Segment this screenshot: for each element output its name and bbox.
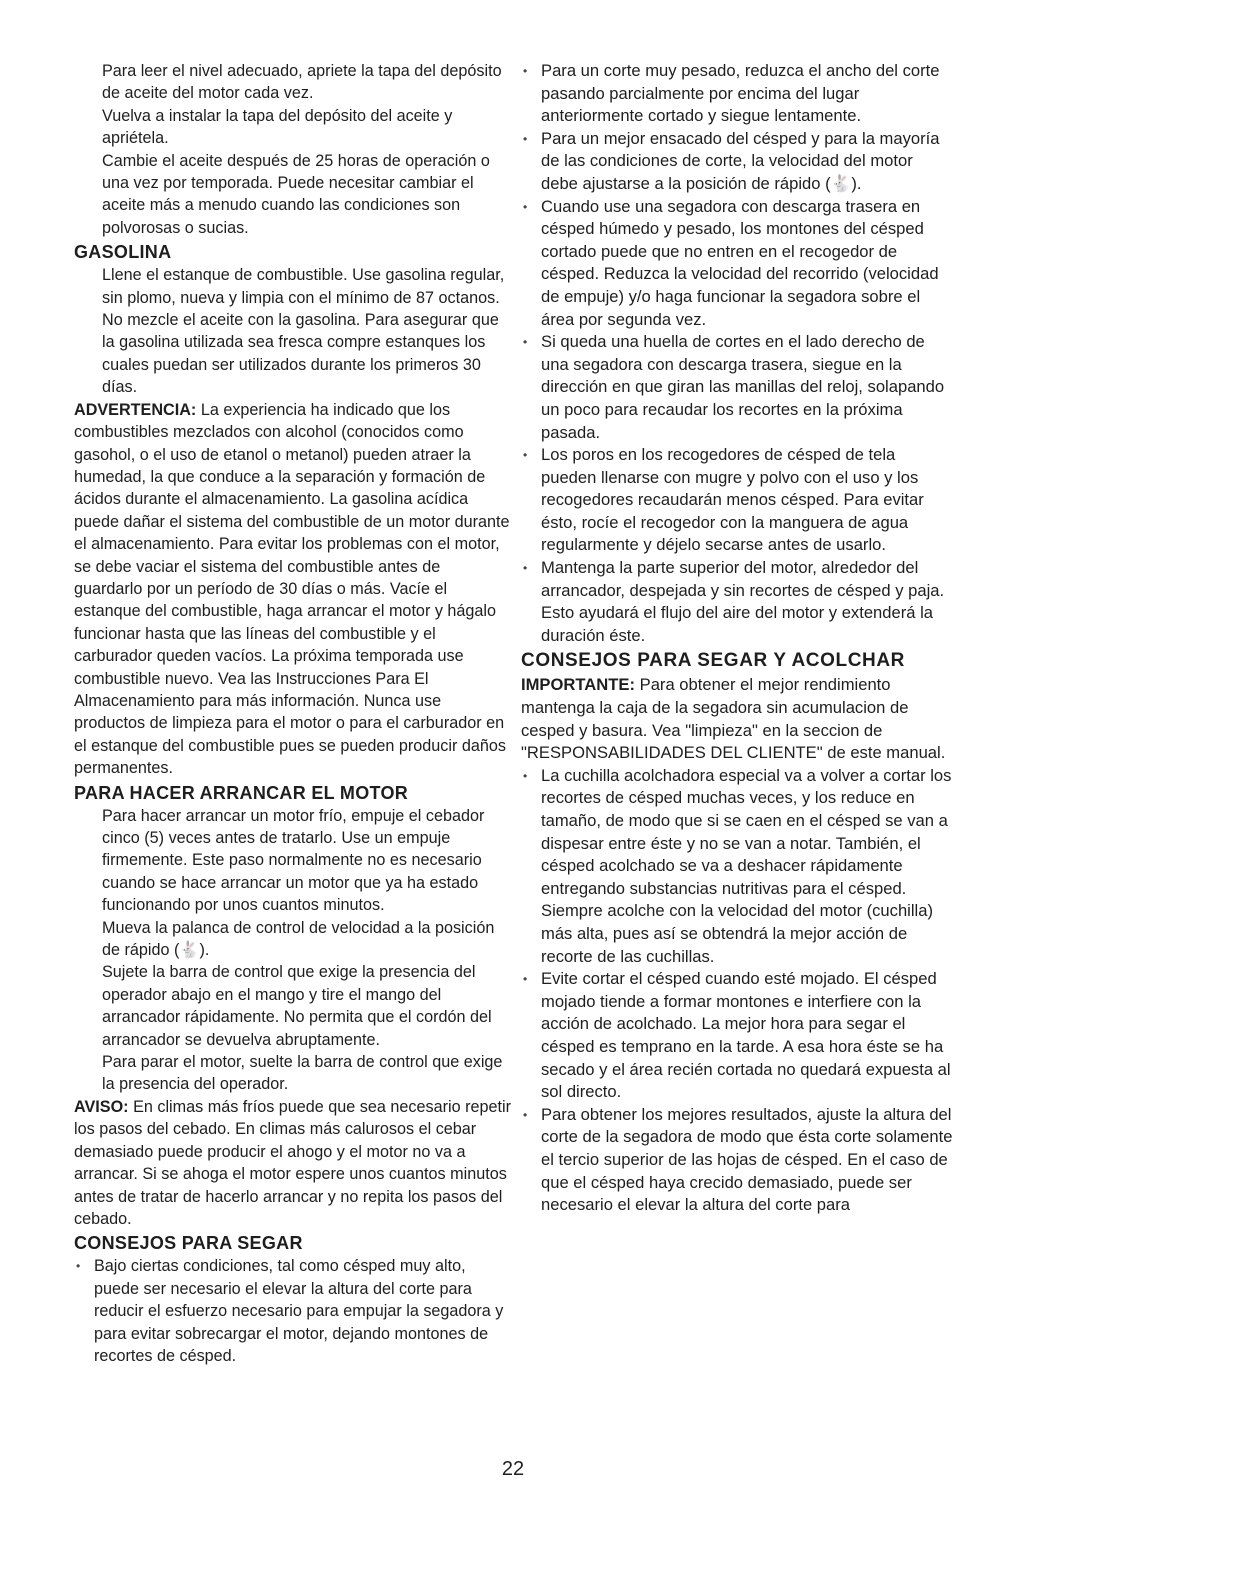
list-item: • Mantenga la parte superior del motor, alrededor del arrancador, despejada y sin recortes de césped y paja. Esto ayudará el flujo del aire del motor y extenderá la duración éste. bbox=[521, 557, 953, 647]
list-item: • La cuchilla acolchadora especial va a volver a cortar los recortes de césped muchas veces, y los reduce en tamaño, de modo que si se caen en el césped se van a dispesar entre éste y no se van a notar. También, el césped acolchado se va a deshacer rápidamente entregando substancias nutritivas para el césped. Siempre acolche con la velocidad del motor (cuchilla) más alta, pues así se obtendrá la mejor acción de recorte de las cuchillas. bbox=[521, 765, 953, 968]
arrancar-paragraph: Mueva la palanca de control de velocidad a la posición de rápido (🐇). bbox=[102, 918, 495, 960]
left-column bbox=[74, 60, 512, 1367]
list-item: • Para un mejor ensacado del césped y para la mayoría de las condiciones de corte, la velocidad del motor debe ajustarse a la posición de rápido (🐇). bbox=[521, 128, 953, 196]
list-item: • Cuando use una segadora con descarga trasera en césped húmedo y pesado, los montones del césped cortado puede que no entren en el recogedor de césped. Reduzca la velocidad del recorrido (velocidad de empuje) y/o haga funcionar la segadora sobre el área por segunda vez. bbox=[521, 196, 953, 332]
list-item: • Si queda una huella de cortes en el lado derecho de una segadora con descarga trasera, siegue en la dirección en que giran las manillas del reloj, solapando un poco para recaudar los recortes en la próxima pasada. bbox=[521, 331, 953, 444]
aviso-label: AVISO: bbox=[74, 1097, 129, 1116]
oil-paragraph: Cambie el aceite después de 25 horas de operación o una vez por temporada. Puede necesitar cambiar el aceite más a menudo cuando las condiciones son polvorosas o sucias. bbox=[102, 151, 490, 237]
right-column bbox=[521, 60, 953, 1217]
advertencia-note bbox=[74, 399, 512, 780]
importante-note bbox=[521, 674, 953, 764]
tips-list bbox=[521, 60, 953, 647]
advertencia-text: La experiencia ha indicado que los combustibles mezclados con alcohol (conocidos como gasohol, o el uso de etanol o metanol) pueden atraer la humedad, la que conduce a la separación y formación de ácidos durante el almacenamiento. La gasolina acídica puede dañar el sistema del combustible de un motor durante el almacenamiento. Para evitar los problemas con el motor, se debe vaciar el sistema del combustible antes de guardarlo por un período de 30 días o más. Vacíe el estanque del combustible, haga arrancar el motor y hágalo funcionar hasta que las líneas del combustible y el carburador queden vacíos. La próxima temporada use combustible nuevo. Vea las Instrucciones Para El Almacenamiento para más información. Nunca use productos de limpieza para el motor o para el carburador en el estanque del combustible pues se pueden producir daños permanentes. bbox=[74, 400, 510, 778]
importante-label: IMPORTANTE: bbox=[521, 675, 635, 695]
list-item: • Para obtener los mejores resultados, ajuste la altura del corte de la segadora de modo que ésta corte solamente el tercio superior de las hojas de césped. En el caso de que el césped haya crecido demasiado, puede ser necesario el elevar la altura del corte para bbox=[521, 1104, 953, 1217]
oil-paragraph: Para leer el nivel adecuado, apriete la tapa del depósito de aceite del motor cada vez. bbox=[102, 62, 502, 103]
arrancar-paragraph: Sujete la barra de control que exige la presencia del operador abajo en el mango y tire el mango del arrancador rápidamente. No permita que el cordón del arrancador se devuelva abruptamente. bbox=[102, 963, 492, 1049]
list-item: • Los poros en los recogedores de césped de tela pueden llenarse con mugre y polvo con el uso y los recogedores recaudarán menos césped. Para evitar ésto, rocíe el recogedor con la manguera de agua regularmente y déjelo secarse antes de usarlo. bbox=[521, 444, 953, 557]
aviso-text: En climas más fríos puede que sea necesario repetir los pasos del cebado. En climas más calurosos el cebar demasiado puede producir el ahogo y el motor no va a arrancar. Si se ahoga el motor espere unos cuantos minutos antes de tratar de hacerlo arrancar y no repita los pasos del cebado. bbox=[74, 1097, 511, 1228]
list-item: • Bajo ciertas condiciones, tal como césped muy alto, puede ser necesario el elevar la altura del corte para reducir el esfuerzo necesario para empujar la segadora y para evitar sobrecargar el motor, dejando montones de recortes de césped. bbox=[74, 1255, 512, 1367]
list-item: • Evite cortar el césped cuando esté mojado. El césped mojado tiende a formar montones e interfiere con la acción de acolchado. La mejor hora para segar el césped es temprano en la tarde. A esa hora éste se ha secado y el área recién cortada no quedará expuesta al sol directo. bbox=[521, 968, 953, 1104]
arrancar-paragraph: Para hacer arrancar un motor frío, empuje el cebador cinco (5) veces antes de tratarlo. Use un empuje firmemente. Este paso normalmente no es necesario cuando se hace arrancar un motor que ya ha estado funcionando por unos cuantos minutos. bbox=[102, 806, 485, 915]
aviso-note bbox=[74, 1096, 512, 1230]
consejos-heading: CONSEJOS PARA SEGAR bbox=[74, 1233, 303, 1254]
page-number: 22 bbox=[501, 1458, 525, 1480]
advertencia-label: ADVERTENCIA: bbox=[74, 400, 197, 419]
consejos-list bbox=[74, 1255, 512, 1367]
gasolina-text: Llene el estanque de combustible. Use gasolina regular, sin plomo, nueva y limpia con el mínimo de 87 octanos. No mezcle el aceite con la gasolina. Para asegurar que la gasolina utilizada sea fresca compre estanques los cuales puedan ser utilizados durante los primeros 30 días. bbox=[102, 266, 505, 397]
arrancar-paragraph: Para parar el motor, suelte la barra de control que exige la presencia del operador. bbox=[102, 1053, 503, 1094]
arrancar-heading: PARA HACER ARRANCAR EL MOTOR bbox=[74, 782, 409, 803]
acolchar-list bbox=[521, 765, 953, 1217]
gasolina-heading: GASOLINA bbox=[74, 242, 172, 263]
oil-paragraph: Vuelva a instalar la tapa del depósito del aceite y apriétela. bbox=[102, 106, 453, 148]
importante-text: Para obtener el mejor rendimiento mantenga la caja de la segadora sin acumulacion de cesped y basura. Vea "limpieza" en la seccion de "RESPONSABILIDADES DEL CLIENTE" de este manual. bbox=[521, 675, 946, 763]
list-item: • Para un corte muy pesado, reduzca el ancho del corte pasando parcialmente por encima del lugar anteriormente cortado y siegue lentamente. bbox=[521, 60, 953, 128]
acolchar-heading: CONSEJOS PARA SEGAR Y ACOLCHAR bbox=[521, 650, 905, 672]
